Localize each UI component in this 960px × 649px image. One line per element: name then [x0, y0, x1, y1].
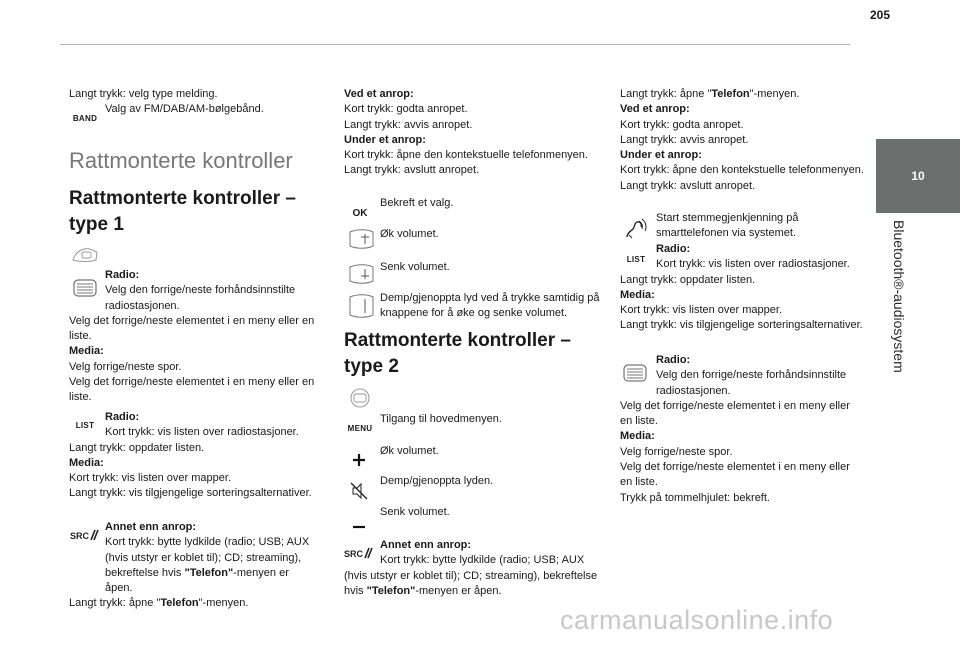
list-label: LIST	[626, 254, 646, 264]
src-text-part: -menyen er åpen.	[105, 566, 289, 595]
src-text-part: Kort trykk: bytte lydkilde (radio; USB; AUX (hvis utstyr er koblet til); CD; streaming), bekreftelse hvis	[105, 536, 310, 579]
src-text-part: Langt trykk: åpne "	[69, 597, 161, 610]
thumbwheel-text: Trykk på tommelhjulet: bekreft.	[620, 491, 770, 504]
list-radio-heading: Radio:	[656, 243, 691, 255]
volume-down-icon	[346, 263, 376, 285]
radio-text: Velg det forrige/neste elementet i en meny eller en liste.	[69, 314, 315, 343]
col1-list-block	[69, 410, 319, 502]
list-media-heading: Media:	[620, 288, 655, 301]
menu-label: MENU	[347, 423, 373, 433]
minus-icon	[348, 512, 370, 534]
list-media-text: Langt trykk: vis tilgjengelige sorteringsalternativer.	[69, 487, 312, 500]
col2-call-block	[344, 87, 604, 179]
src-longpress	[69, 596, 319, 611]
radio-heading: Radio:	[656, 354, 691, 366]
src-text-part: "-menyen.	[198, 597, 249, 610]
src-heading: Annet enn anrop:	[105, 521, 197, 533]
call-text: Langt trykk: avvis anropet.	[344, 118, 473, 131]
mute-icon	[346, 293, 376, 319]
steering-control-icon	[69, 244, 101, 266]
radio-text: Velg den forrige/neste forhåndsinnstilte radiostasjonen.	[656, 369, 847, 397]
src-text-part: Kort trykk: bytte lydkilde (radio; USB; AUX (hvis utstyr er koblet til); CD; streaming), bekreftelse hvis	[344, 554, 598, 597]
chapter-side-label	[870, 220, 960, 410]
during-heading: Under et anrop:	[344, 133, 426, 146]
media-text: Velg forrige/neste spor.	[69, 360, 182, 373]
src-text	[69, 535, 319, 596]
mute-text: Demp/gjenoppta lyd ved å trykke samtidig på knappene for å øke og senke volumet.	[380, 292, 600, 320]
chapter-title: Bluetooth®-audiosystem	[891, 220, 907, 373]
list-media-text: Kort trykk: vis listen over mapper.	[69, 472, 231, 485]
band-text: Valg av FM/DAB/AM-bølgebånd.	[105, 103, 264, 115]
call-text: Langt trykk: avvis anropet.	[620, 133, 749, 146]
during-text: Kort trykk: åpne den kontekstuelle telefonmenyen.	[620, 164, 864, 177]
mute2-text: Demp/gjenoppta lyden.	[380, 475, 494, 487]
band-icon	[69, 111, 101, 125]
col3-list-block	[620, 242, 865, 334]
media-heading: Media:	[620, 430, 655, 443]
voice-text: Start stemmegjenkjenning på smarttelefonen via systemet.	[656, 212, 799, 240]
header-rule	[60, 44, 850, 45]
ok-label: OK	[352, 207, 368, 219]
list-radio-text: Kort trykk: vis listen over radiostasjoner.	[656, 258, 850, 271]
menu-text: Tilgang til hovedmenyen.	[380, 413, 502, 425]
text-part: "-menyen.	[749, 88, 800, 100]
text-bold: Telefon	[711, 88, 750, 100]
col3-radio-block	[620, 353, 865, 506]
radio-text: Velg den forrige/neste forhåndsinnstilte radiostasjonen.	[105, 284, 296, 312]
volup-text: Øk volumet.	[380, 228, 439, 240]
plus-text: Øk volumet.	[380, 445, 439, 457]
svg-text:SRC: SRC	[344, 549, 364, 559]
col1-src-block	[69, 520, 319, 612]
during-text: Langt trykk: avslutt anropet.	[620, 179, 756, 192]
menu-icon	[344, 421, 376, 435]
col1-radio-block	[69, 268, 319, 406]
intro-line: Langt trykk: velg type melding.	[69, 88, 218, 100]
media-text: Velg det forrige/neste elementet i en meny eller en liste.	[620, 461, 850, 489]
mute-speaker-icon	[347, 479, 371, 503]
during-text: Langt trykk: avslutt anropet.	[344, 164, 480, 177]
media-text: Velg forrige/neste spor.	[620, 445, 733, 458]
media-heading: Media:	[69, 345, 104, 358]
media-text: Velg det forrige/neste elementet i en meny eller en liste.	[69, 376, 315, 404]
subtitle-type1: Rattmonterte kontroller – type 1	[69, 188, 296, 235]
call-text: Kort trykk: godta anropet.	[620, 118, 744, 131]
src-text-part: -menyen er åpen.	[415, 584, 502, 597]
src-text	[344, 553, 604, 599]
page-number: 205	[870, 8, 891, 22]
volume-up-icon	[346, 228, 376, 250]
radio-text: Velg det forrige/neste elementet i en meny eller en liste.	[620, 399, 850, 428]
band-label: BAND	[72, 113, 98, 123]
call-heading: Ved et anrop:	[344, 88, 414, 100]
ok-text: Bekreft et valg.	[380, 197, 454, 209]
during-text: Kort trykk: åpne den kontekstuelle telefonmenyen.	[344, 149, 588, 162]
voice-command-icon	[621, 216, 651, 242]
phone-menu-text	[620, 87, 865, 102]
list-radio-heading: Radio:	[105, 411, 140, 423]
list-media-text: Kort trykk: vis listen over mapper.	[620, 304, 782, 317]
plus-icon	[348, 449, 370, 471]
section-title: Rattmonterte kontroller	[69, 148, 293, 173]
src-text-bold: Telefon	[160, 597, 199, 610]
call-text: Kort trykk: godta anropet.	[344, 103, 468, 116]
watermark: carmanualsonline.info	[560, 605, 834, 635]
list-radio-text: Kort trykk: vis listen over radiostasjoner.	[105, 426, 299, 439]
col2-src-block	[344, 538, 604, 599]
chapter-number: 10	[911, 169, 925, 183]
chapter-tab	[876, 139, 960, 213]
radio-heading: Radio:	[105, 269, 140, 281]
col3-call-block	[620, 87, 865, 194]
list-media-text: Langt trykk: vis tilgjengelige sorteringsalternativer.	[620, 319, 863, 332]
subtitle-type2: Rattmonterte kontroller – type 2	[344, 330, 571, 377]
call-heading: Ved et anrop:	[620, 103, 690, 116]
minus-text: Senk volumet.	[380, 506, 450, 518]
col1-intro	[69, 87, 319, 102]
text-part: Langt trykk: åpne "	[620, 88, 712, 100]
src-text-bold: "Telefon"	[184, 566, 234, 579]
svg-text:SRC: SRC	[70, 531, 90, 541]
src-text-bold: "Telefon"	[366, 584, 416, 597]
src-heading: Annet enn anrop:	[380, 539, 472, 551]
list-label: LIST	[75, 420, 95, 430]
steering-control-icon	[344, 386, 376, 410]
voldown-text: Senk volumet.	[380, 261, 450, 273]
during-heading: Under et anrop:	[620, 149, 702, 162]
list-radio-text: Langt trykk: oppdater listen.	[69, 441, 205, 454]
list-radio-text: Langt trykk: oppdater listen.	[620, 273, 756, 286]
ok-icon	[344, 205, 376, 221]
list-media-heading: Media:	[69, 456, 104, 469]
